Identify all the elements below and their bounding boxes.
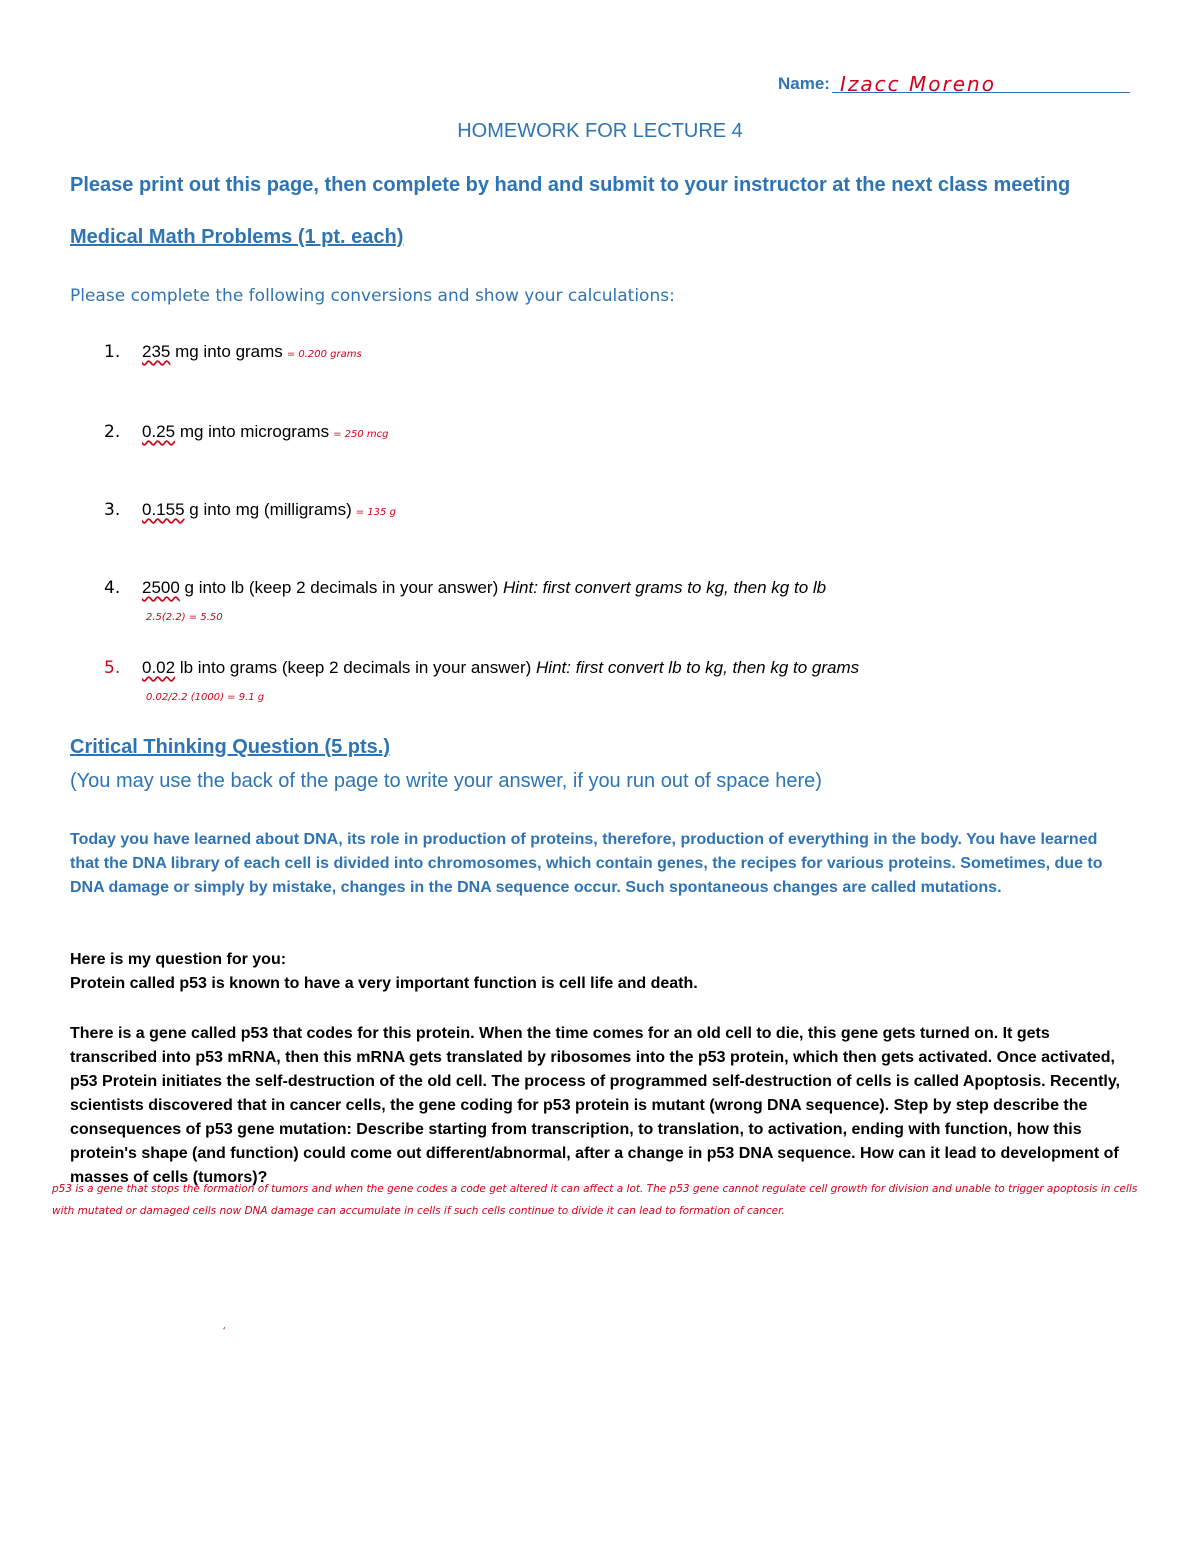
question-text: lb into grams (keep 2 decimals in your answer) [175,658,537,677]
handwritten-answer: = 250 mcg [333,429,389,440]
page-title: HOMEWORK FOR LECTURE 4 [457,120,743,142]
question-item [104,500,396,520]
question-hint: Hint: first convert grams to kg, then kg to lb [502,578,827,597]
question-value: 0.155 [142,500,185,519]
question-number: 1. [104,342,121,362]
dna-intro-paragraph: Today you have learned about DNA, its role in production of proteins, therefore, production of everything in the body. You have learned that the DNA library of each cell is divided into chromosomes, which contain genes, the recipes for various proteins. Sometimes, due to DNA damage or simply by mistake, changes in the DNA sequence occur. Such spontaneous changes are called mutations. [70,831,1103,896]
question-hint: Hint: first convert lb to kg, then kg to grams [536,658,860,677]
question-number: 3. [104,500,121,520]
question-value: 2500 [142,578,180,597]
handwritten-answer: = 135 g [355,507,396,518]
critical-thinking-note: (You may use the back of the page to write your answer, if you run out of space here) [70,770,822,792]
handwritten-name: Izacc Moreno [840,72,996,96]
stray-pen-mark: ‘ [222,1326,226,1337]
question-text: g into mg (milligrams) [184,500,352,519]
question-item [104,342,362,362]
question-value: 0.02 [142,658,176,677]
question-item [104,422,389,442]
question-value: 235 [142,342,171,361]
math-section-heading: Medical Math Problems (1 pt. each) [70,226,404,248]
name-label: Name: [778,74,830,93]
conversion-intro: Please complete the following conversions and show your calculations: [70,286,675,306]
question-number: 2. [104,422,121,442]
question-body-paragraph: There is a gene called p53 that codes for this protein. When the time comes for an old cell to die, this gene gets turned on. It gets transcribed into p53 mRNA, then this mRNA gets translated by ribosomes into the p53 protein, which then gets activated. Once activated, p53 Protein initiates the self-destruction of the old cell. The process of programmed self-destruction of cells is called Apoptosis. Recently, scientists discovered that in cancer cells, the gene coding for p53 protein is mutant (wrong DNA sequence). Step by step describe the consequences of p53 gene mutation: Describe starting from transcription, to translation, to activation, ending with function, how this protein's shape (and function) could come out different/abnormal, after a change in p53 DNA sequence. How can it lead to development of masses of cells (tumors)? [70,1025,1120,1186]
question-item [104,658,863,678]
question-text: mg into micrograms [175,422,330,441]
question-text: mg into grams [170,342,283,361]
question-number: 5. [104,658,121,678]
question-value: 0.25 [142,422,176,441]
handwritten-calculation: 0.02/2.2 (1000) = 9.1 g [146,692,265,703]
question-number: 4. [104,578,121,598]
question-protein-line: Protein called p53 is known to have a very important function is cell life and death. [70,975,698,992]
student-handwritten-answer: p53 is a gene that stops the formation of tumors and when the gene codes a code get altered it can affect a lot. The p53 gene cannot regulate cell growth for division and unable to trigger apoptosis in cells with mutated or damaged cells now DNA damage can accumulate in cells if such cells continue to divide it can lead to formation of cancer. [52,1183,1138,1217]
handwritten-answer: = 0.200 grams [286,349,362,360]
question-text: g into lb (keep 2 decimals in your answer) [179,578,503,597]
critical-thinking-heading: Critical Thinking Question (5 pts.) [70,736,391,758]
instructions-text: Please print out this page, then complete by hand and submit to your instructor at the next class meeting [70,174,1071,196]
handwritten-calculation: 2.5(2.2) = 5.50 [146,612,223,623]
question-lead: Here is my question for you: [70,951,287,968]
question-item [104,578,830,598]
